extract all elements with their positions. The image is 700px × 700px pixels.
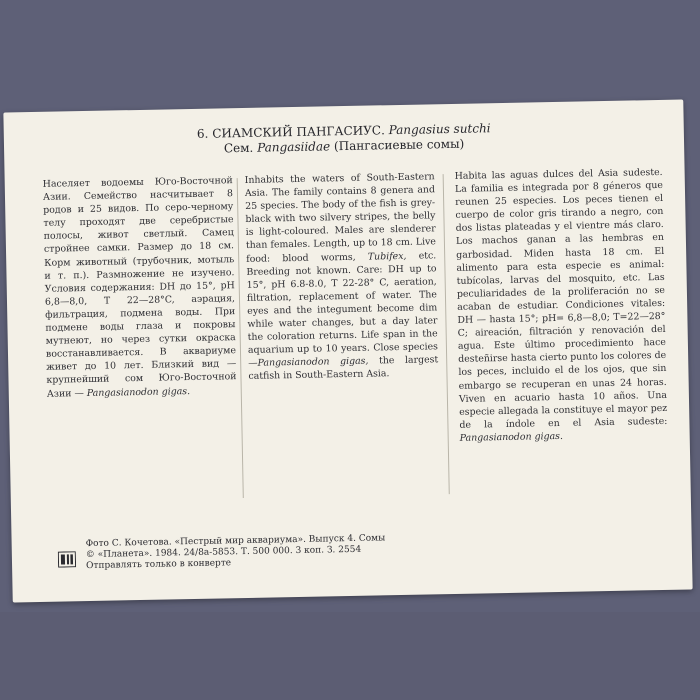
publisher-logo-icon bbox=[58, 551, 76, 567]
imprint-line-1: Фото С. Кочетова. «Пестрый мир аквариума». Выпуск 4. Сомы bbox=[85, 533, 386, 550]
russian-text bbox=[43, 174, 237, 400]
english-body-2: etc. Breeding not known. Care: DH up to 15°, pH 6.8-8.0, T 22-28° C, aeration, filtration, replacement of water. The eyes and the integument become dim while water changes, but a day later the coloration returns. Life span in the aquarium up to 10 years. Close species— bbox=[246, 249, 439, 370]
russian-body: Населяет водоемы Юго-Восточной Азии. Семейство насчитывает 8 родов и 25 видов. По серо-черному телу проходят две серебристые полосы, живот светлый. Самец стройнее самки. Размер до 18 см. Корм животный (трубочник, мотыль и т. п.). Размножение не изучено. Условия содержания: DH до 15°, pH 6,8—8,0, T 22—28°C, аэрация, фильтрация, подмена воды. При подмене воды глаза и покровы мутнеют, но через сутки окраска восстанавливается. В аквариуме живет до 10 лет. Близкий вид — крупнейший сом Юго-Восточной Азии — bbox=[42, 175, 237, 400]
english-species: Pangasianodon gigas, bbox=[257, 355, 369, 370]
spanish-species: Pangasianodon gigas. bbox=[459, 430, 564, 444]
imprint bbox=[86, 533, 386, 572]
column-divider-2 bbox=[443, 174, 450, 494]
english-text bbox=[245, 170, 439, 383]
family-prefix: Сем. bbox=[223, 140, 254, 156]
spanish-column bbox=[455, 166, 668, 445]
column-divider-1 bbox=[237, 178, 244, 498]
english-body-1: Inhabits the waters of South-Eastern Asia. The family contains 8 genera and 25 species. The body of the fish is grey-black with two silvery stripes, the belly is light-coloured. Males are slenderer than females. Length, up to 18 cm. Live food: blood worms, bbox=[244, 171, 437, 265]
family-latin: Pangasiidae bbox=[256, 139, 331, 155]
spanish-text bbox=[455, 166, 668, 445]
card-title bbox=[4, 118, 684, 161]
family-russian: (Пангасиевые сомы) bbox=[333, 136, 465, 154]
title-russian-name: СИАМСКИЙ ПАНГАСИУС. bbox=[212, 123, 385, 141]
table-surface bbox=[0, 612, 700, 700]
english-tubifex: Tubifex, bbox=[367, 250, 407, 263]
imprint-line-2: © «Планета». 1984. 24/8а-5853. Т. 500 000. 3 коп. З. 2554 bbox=[85, 544, 362, 561]
title-number: 6. bbox=[196, 126, 209, 141]
russian-species: Pangasianodon gigas. bbox=[86, 385, 191, 399]
spanish-body: Habita las aguas dulces del Asia sudeste. La familia es integrada por 8 géneros que reunen 25 especies. Los peces tienen el cuerpo de color gris tirando a negro, con dos listas plateadas y el vientre más claro. Los machos ganan a las hembras en garbosidad. Miden hasta 18 cm. El alimento para esta especie es animal: tubícolas, larvas del mosquito, etc. Las peculiaridades de la proliferación no se acaban de estudiar. Condiciones vitales: DH — hasta 15°; pH= 6,8—8,0; T=22—28° C; aireación, filtración y renovación del agua. Este último procedimiento hace desteñirse hasta cierto punto los colores de los peces, incluido el de los ojos, que sin embargo se recuperan en unas 24 horas. Viven en acuario hasta 10 años. Una especie allegada la constituye el mayor pez de la índole en el Asia sudeste: bbox=[454, 166, 668, 431]
postcard bbox=[3, 100, 692, 603]
imprint-line-3: Отправлять только в конверте bbox=[85, 558, 232, 572]
russian-column bbox=[43, 174, 237, 400]
english-body-3: the largest catfish in South-Eastern Asia. bbox=[248, 354, 439, 383]
title-latin-name: Pangasius sutchi bbox=[388, 121, 491, 138]
english-column bbox=[245, 170, 439, 383]
